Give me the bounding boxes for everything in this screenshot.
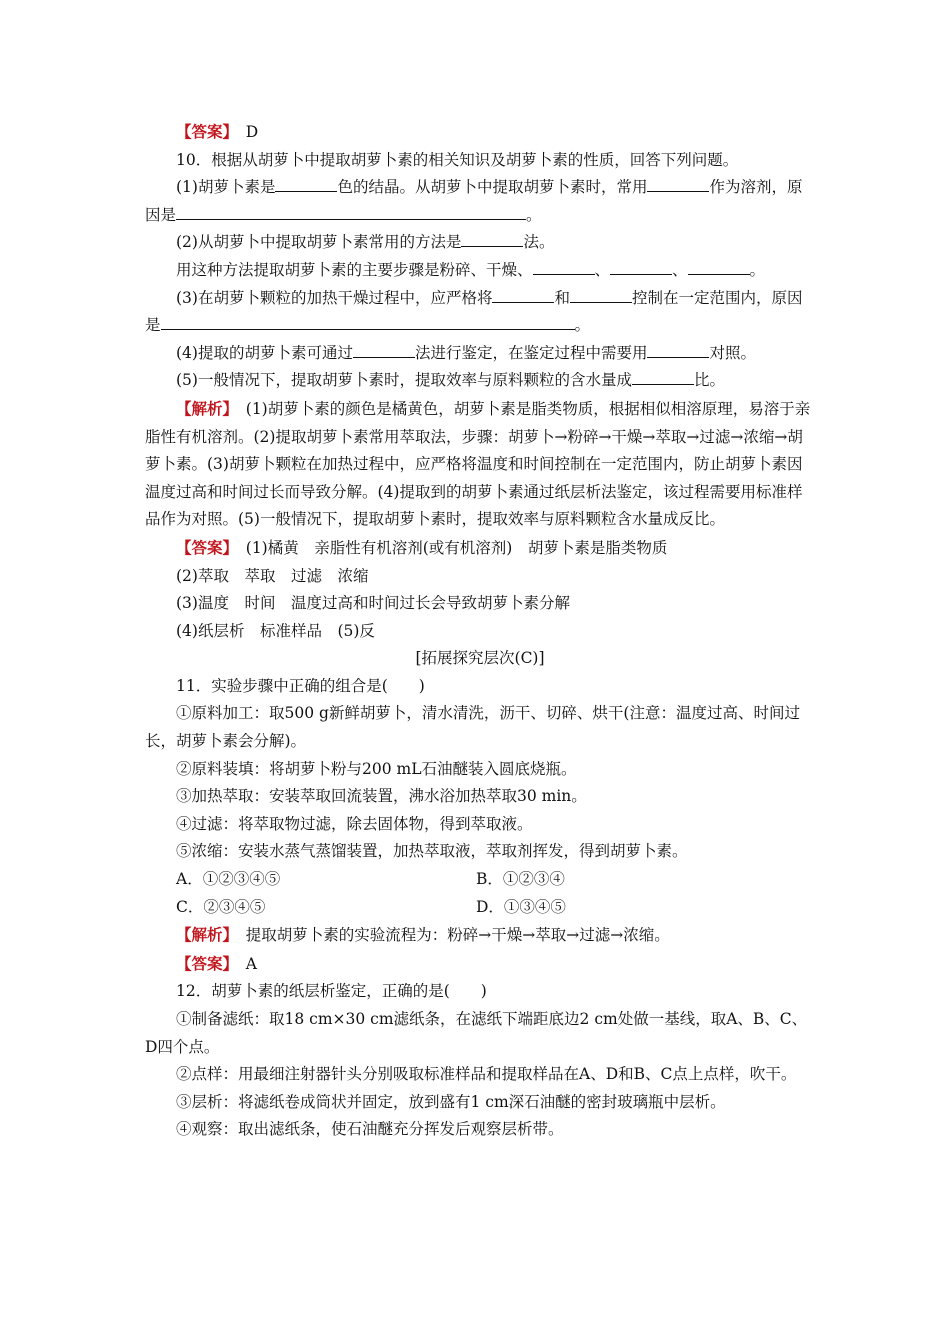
analysis-text: 提取胡萝卜素的实验流程为：粉碎→干燥→萃取→过滤→浓缩。: [230, 926, 670, 945]
text: 色的结晶。从胡萝卜中提取胡萝卜素时，常用: [337, 178, 648, 197]
analysis-text: (1)胡萝卜素的颜色是橘黄色，胡萝卜素是脂类物质，根据相似相溶原理，易溶于亲脂性有机溶剂。(2)提取胡萝卜素常用萃取法，步骤：胡萝卜→粉碎→干燥→萃取→过滤→浓缩→胡萝卜素。(3)胡萝卜颗粒在加热过程中，应严格将温度和时间控制在一定范围内，防止胡萝卜素因温度过高和时间过长而导致分解。(4)提取到的胡萝卜素通过纸层析法鉴定，该过程需要用标准样品作为对照。(5)一般情况下，提取胡萝卜素时，提取效率与原料颗粒含水量成反比。: [145, 399, 811, 529]
text: 。: [574, 316, 591, 335]
fill-blank: [176, 202, 526, 220]
answer-tag: 【答案】: [176, 537, 231, 557]
fill-blank: [610, 257, 672, 275]
q11-step-5: ⑤浓缩：安装水蒸气蒸馏装置，加热萃取液，萃取剂挥发，得到胡萝卜素。: [176, 842, 688, 861]
fill-blank: [275, 174, 337, 192]
q10-stem: 10．根据从胡萝卜中提取胡萝卜素的相关知识及胡萝卜素的性质，回答下列问题。: [176, 150, 739, 169]
option-d: D．①③④⑤: [476, 897, 566, 916]
text: (4)提取的胡萝卜素可通过: [176, 343, 353, 362]
q9-answer: [145, 118, 815, 147]
q10-part4: [145, 340, 815, 368]
q12-step-2: ②点样：用最细注射器针头分别吸取标准样品和提取样品在A、D和B、C点上点样，吹干。: [176, 1065, 797, 1084]
text: (1)胡萝卜素是: [176, 178, 276, 197]
fill-blank: [632, 367, 694, 385]
answer-tag: 【答案】: [176, 122, 231, 141]
q10-answer-1: [145, 534, 815, 563]
q10-part5: [145, 367, 815, 395]
option-a: A．①②③④⑤: [176, 870, 281, 889]
q10-analysis: [145, 395, 815, 534]
analysis-tag: 【解析】: [176, 925, 231, 945]
text: 法。: [523, 233, 555, 252]
text: 比。: [693, 371, 725, 390]
q12-step-4: ④观察：取出滤纸条，使石油醚充分挥发后观察层析带。: [176, 1120, 564, 1139]
text: (3)在胡萝卜颗粒的加热干燥过程中，应严格将: [176, 288, 493, 307]
q12-step-3: ③层析：将滤纸卷成筒状并固定，放到盛有1 cm深石油醚的密封玻璃瓶中层析。: [176, 1092, 726, 1111]
document-page: [145, 118, 815, 1144]
text: 、: [594, 260, 611, 279]
text: 对照。: [709, 343, 756, 362]
answer-text: (1)橘黄 亲脂性有机溶剂(或有机溶剂) 胡萝卜素是脂类物质: [230, 538, 668, 557]
fill-blank: [461, 229, 523, 247]
q11-options-row-2: [145, 894, 815, 922]
text: (5)一般情况下，提取胡萝卜素时，提取效率与原料颗粒的含水量成: [176, 371, 632, 390]
text: (2)从胡萝卜中提取胡萝卜素常用的方法是: [176, 233, 462, 252]
q10-part2-steps: [145, 257, 815, 285]
q12-step-1: ①制备滤纸：取18 cm×30 cm滤纸条，在滤纸下端距底边2 cm处做一基线，取A、B、C、D四个点。: [145, 1010, 808, 1056]
text: 法进行鉴定，在鉴定过程中需要用: [414, 343, 648, 362]
q11-analysis: [145, 921, 815, 950]
fill-blank: [647, 340, 709, 358]
text: 。: [749, 260, 766, 279]
q10-part2: [145, 229, 815, 257]
q11-step-4: ④过滤：将萃取物过滤，除去固体物，得到萃取液。: [176, 814, 533, 833]
option-b: B．①②③④: [476, 870, 565, 889]
fill-blank: [647, 174, 709, 192]
q10-part3: [145, 285, 815, 340]
q11-stem: 11．实验步骤中正确的组合是( ): [176, 676, 425, 695]
text: 作为溶剂，原因是: [145, 178, 803, 224]
answer-text: A: [230, 954, 257, 973]
q11-step-3: ③加热萃取：安装萃取回流装置，沸水浴加热萃取30 min。: [176, 787, 587, 806]
q10-part1: [145, 174, 815, 229]
text: 和: [554, 288, 570, 307]
q11-options-row-1: [145, 866, 815, 894]
q11-step-1: ①原料加工：取500 g新鲜胡萝卜，清水清洗，沥干、切碎、烘干(注意：温度过高、时间过长，胡萝卜素会分解)。: [145, 704, 800, 751]
text: 控制在一定范围内，原因是: [145, 288, 803, 335]
fill-blank: [570, 285, 632, 303]
option-c: C．②③④⑤: [176, 897, 266, 916]
fill-blank: [492, 285, 554, 303]
text: 。: [526, 205, 542, 224]
section-title: [拓展探究层次(C)]: [415, 649, 545, 668]
q11-answer: [145, 950, 815, 979]
text: 用这种方法提取胡萝卜素的主要步骤是粉碎、干燥、: [176, 260, 533, 279]
text: 、: [672, 260, 688, 279]
fill-blank: [161, 312, 575, 330]
fill-blank: [688, 257, 750, 275]
answer-text: D: [230, 123, 259, 141]
q10-answer-4: (4)纸层析 标准样品 (5)反: [176, 621, 375, 640]
fill-blank: [353, 340, 415, 358]
q12-stem: 12．胡萝卜素的纸层析鉴定，正确的是( ): [176, 982, 487, 1001]
analysis-tag: 【解析】: [176, 398, 231, 418]
q10-answer-2: (2)萃取 萃取 过滤 浓缩: [176, 566, 369, 585]
q10-answer-3: (3)温度 时间 温度过高和时间过长会导致胡萝卜素分解: [176, 594, 570, 613]
answer-tag: 【答案】: [176, 953, 231, 973]
q11-step-2: ②原料装填：将胡萝卜粉与200 mL石油醚装入圆底烧瓶。: [176, 759, 577, 778]
fill-blank: [533, 257, 595, 275]
